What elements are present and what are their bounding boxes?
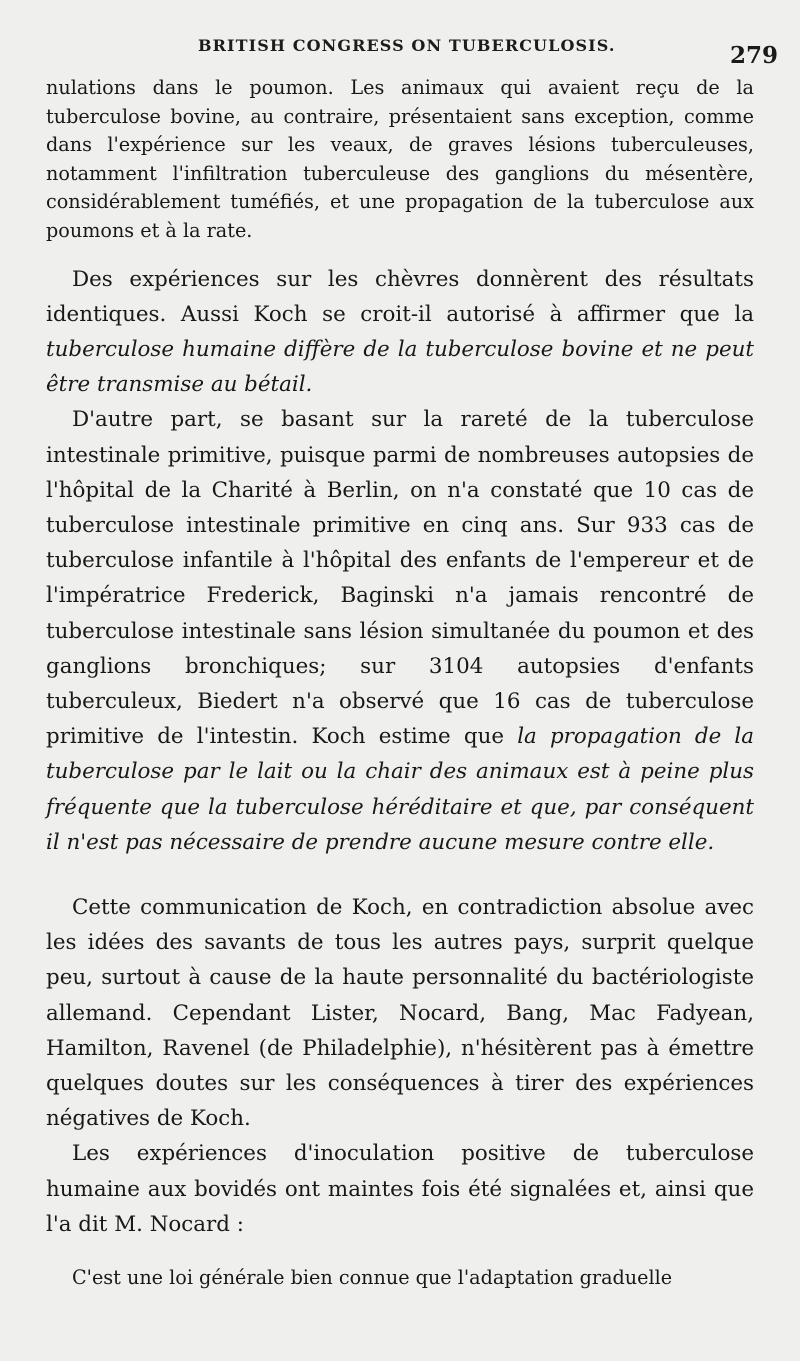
paragraph-1-text: nulations dans le poumon. Les animaux qui avaient reçu de la tuberculose bovine, au contraire, présentaient sans exception, comme dans l'expérience sur les veaux, de graves lésions tuberculeuses, notamment l'infiltration tuberculeuse des ganglions du mésentère, considérablement tuméfiés, et une propagation de la tuberculose aux poumons et à la rate. <box>46 76 754 242</box>
paragraph-3-text: D'autre part, se basant sur la rareté de la tuberculose intestinale primitive, puisque parmi de nombreuses autopsies de l'hôpital de la Charité à Berlin, on n'a constaté que 10 cas de tuberculose intestinale primitive en cinq ans. Sur 933 cas de tuberculose infantile à l'hôpital des enfants de l'empereur et de l'impératrice Frederick, Baginski n'a jamais rencontré de tuberculose intestinale sans lésion simultanée du poumon et des ganglions bronchiques; sur 3104 autopsies d'enfants tuberculeux, Biedert n'a observé que 16 cas de tuberculose primitive de l'intestin. Koch estime que <box>46 407 754 750</box>
running-head: BRITISH CONGRESS ON TUBERCULOSIS. <box>198 36 616 55</box>
page-header <box>0 36 800 76</box>
paragraph-6-text: C'est une loi générale bien connue que l'adaptation graduelle <box>72 1266 673 1290</box>
paragraph-3 <box>46 402 754 860</box>
paragraph-4-text: Cette communication de Koch, en contradiction absolue avec les idées des savants de tous les autres pays, surprit quelque peu, surtout à cause de la haute personnalité du bactériologiste allemand. Cependant Lister, Nocard, Bang, Mac Fadyean, Hamilton, Ravenel (de Philadelphie), n'hésitèrent pas à émettre quelques doutes sur les conséquences à tirer des expériences négatives de Koch. <box>46 895 754 1132</box>
paragraph-2-text: Des expériences sur les chèvres donnèrent des résultats identiques. Aussi Koch se croit-il autorisé à affirmer que la <box>46 266 754 327</box>
paragraph-5-text: Les expériences d'inoculation positive de tuberculose humaine aux bovidés ont maintes fois été signalées et, ainsi que l'a dit M. Nocard : <box>46 1141 754 1237</box>
paragraph-2 <box>46 262 754 403</box>
body-text <box>46 74 754 1292</box>
paragraph-2-italic: tuberculose humaine diffère de la tuberculose bovine et ne peut être transmise au bétail. <box>46 336 754 398</box>
paragraph-5 <box>46 1136 754 1242</box>
paragraph-1 <box>46 74 754 246</box>
paragraph-4 <box>46 890 754 1136</box>
paragraph-3-italic: la propagation de la tuberculose par le lait ou la chair des animaux est à peine plus fréquente que la tuberculose héréditaire et que, par conséquent il n'est pas nécessaire de prendre aucune mesure contre elle. <box>46 724 755 855</box>
page-number: 279 <box>729 42 778 69</box>
paragraph-6 <box>46 1264 754 1292</box>
